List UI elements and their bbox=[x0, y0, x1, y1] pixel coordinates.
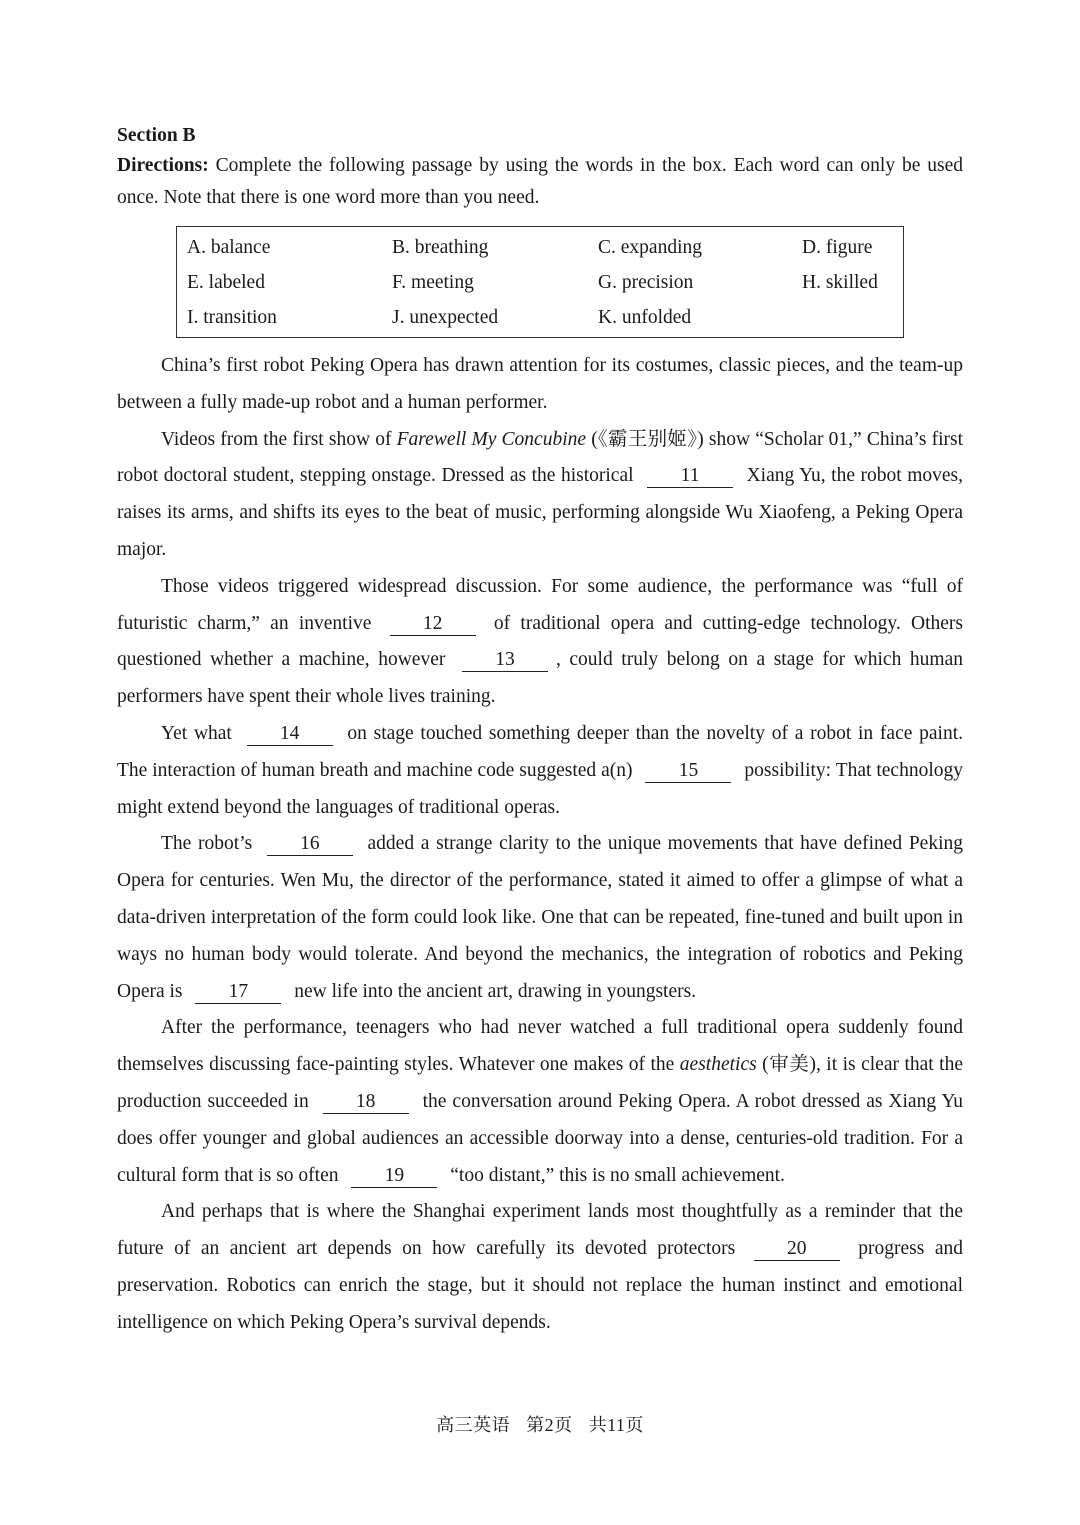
text-run: new life into the ancient art, drawing in youngsters. bbox=[289, 980, 697, 1002]
text-run: Yet what bbox=[161, 722, 239, 744]
blank-14[interactable]: 14 bbox=[247, 723, 333, 746]
word-row bbox=[187, 230, 893, 265]
directions-text: Complete the following passage by using the words in the box. Each word can only be used once. Note that there is one word more than you need. bbox=[117, 155, 963, 208]
paragraph-3 bbox=[117, 569, 963, 716]
text-run: progress and preservation. Robotics can enrich the stage, but it should not replace the human instinct and emotional intelligence on which Peking Opera’s survival depends. bbox=[117, 1238, 964, 1333]
paragraph-5 bbox=[117, 826, 963, 1010]
text-run: possibility: That technology might extend beyond the languages of traditional operas. bbox=[117, 759, 964, 818]
text-run: , could truly belong on a stage for which human performers have spent their whole lives training. bbox=[117, 649, 963, 708]
text-run: And perhaps that is where the Shanghai experiment lands most thoughtfully as a reminder that the future of an ancient art depends on how carefully its devoted protectors bbox=[117, 1201, 963, 1260]
paragraph-1: China’s first robot Peking Opera has drawn attention for its costumes, classic pieces, and the team-up between a fully made-up robot and a human performer. bbox=[117, 355, 963, 413]
page-content bbox=[117, 121, 963, 1342]
directions-label: Directions: bbox=[117, 155, 209, 176]
paragraph-7 bbox=[117, 1194, 963, 1341]
blank-16[interactable]: 16 bbox=[267, 833, 353, 856]
page-footer bbox=[0, 1411, 1080, 1437]
text-run: The robot’s bbox=[161, 833, 259, 855]
footer-total-pages: 共11页 bbox=[588, 1415, 644, 1435]
word-row bbox=[187, 300, 893, 335]
word-option: D. figure bbox=[802, 236, 873, 258]
word-option: F. meeting bbox=[392, 271, 474, 293]
text-run: (审美), it is clear that the production succeeded in bbox=[117, 1054, 963, 1112]
blank-18[interactable]: 18 bbox=[323, 1091, 409, 1114]
text-run: added a strange clarity to the unique movements that have defined Peking Opera for centuries. Wen Mu, the director of the performance, stated it aimed to offer a glimpse of what a data-driven interpretation of the form could look like. One that can be repeated, fine-tuned and built upon in ways no human body would tolerate. And beyond the mechanics, the integration of robotics and Peking Opera is bbox=[117, 833, 963, 1002]
footer-page-number: 第2页 bbox=[526, 1415, 573, 1435]
word-option: A. balance bbox=[187, 236, 271, 258]
directions bbox=[117, 150, 963, 214]
footer-subject: 高三英语 bbox=[436, 1415, 511, 1435]
section-title: Section B bbox=[117, 125, 196, 146]
word-option: C. expanding bbox=[598, 236, 702, 258]
text-run: After the performance, teenagers who had never watched a full traditional opera suddenly found themselves discussing face-painting styles. Whatever one makes of the bbox=[117, 1017, 963, 1076]
blank-15[interactable]: 15 bbox=[645, 760, 731, 783]
text-run: on stage touched something deeper than the novelty of a robot in face paint. The interaction of human breath and machine code suggested a(n) bbox=[117, 722, 963, 781]
word-row bbox=[187, 265, 893, 300]
paragraph-2 bbox=[117, 422, 963, 569]
passage bbox=[117, 348, 963, 1342]
blank-12[interactable]: 12 bbox=[390, 613, 476, 636]
blank-13[interactable]: 13 bbox=[462, 649, 548, 672]
aesthetics-term: aesthetics bbox=[679, 1054, 757, 1076]
blank-11[interactable]: 11 bbox=[647, 465, 733, 488]
word-option: H. skilled bbox=[802, 271, 878, 293]
word-box bbox=[176, 226, 904, 338]
word-option: G. precision bbox=[598, 271, 694, 293]
word-option: K. unfolded bbox=[598, 306, 692, 328]
blank-20[interactable]: 20 bbox=[754, 1238, 840, 1261]
word-option: B. breathing bbox=[392, 236, 489, 258]
text-run: (《霸王别姬》) show “Scholar 01,” China’s first robot doctoral student, stepping onstage. Dressed as the historical bbox=[117, 428, 963, 487]
paragraph-4 bbox=[117, 716, 963, 826]
word-option: J. unexpected bbox=[392, 306, 499, 328]
opera-title: Farewell My Concubine bbox=[396, 428, 587, 450]
text-run: the conversation around Peking Opera. A robot dressed as Xiang Yu does offer younger and global audiences an accessible doorway into a dense, centuries-old tradition. For a cultural form that is so often bbox=[117, 1090, 964, 1186]
text-run: Videos from the first show of bbox=[161, 428, 397, 450]
text-run: Those videos triggered widespread discussion. For some audience, the performance was “full of futuristic charm,” an inventive bbox=[117, 575, 963, 634]
paragraph-6 bbox=[117, 1010, 963, 1194]
word-option: I. transition bbox=[187, 306, 277, 328]
blank-19[interactable]: 19 bbox=[351, 1165, 437, 1188]
word-option: E. labeled bbox=[187, 271, 265, 293]
text-run: Xiang Yu, the robot moves, raises its arms, and shifts its eyes to the beat of music, performing alongside Wu Xiaofeng, a Peking Opera major. bbox=[117, 465, 964, 560]
text-run: “too distant,” this is no small achievement. bbox=[445, 1164, 785, 1186]
blank-17[interactable]: 17 bbox=[195, 981, 281, 1004]
text-run: of traditional opera and cutting-edge technology. Others questioned whether a machine, however bbox=[117, 612, 963, 671]
